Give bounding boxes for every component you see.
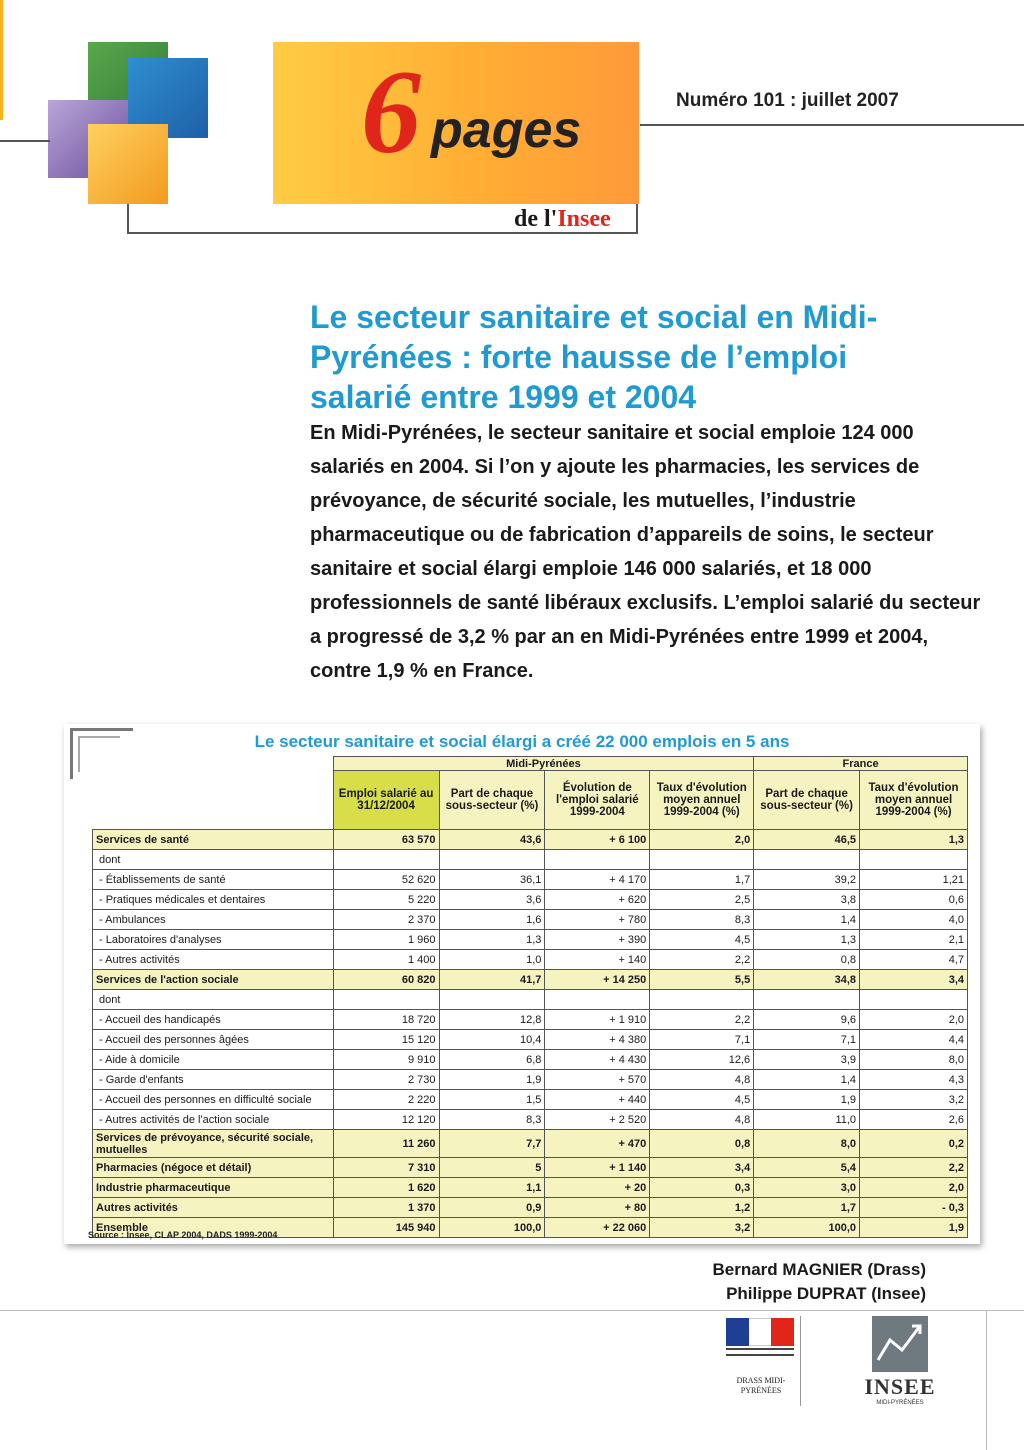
table-cell: + 440: [545, 1090, 650, 1110]
table-cell: [650, 850, 754, 870]
table-row: [93, 970, 968, 990]
table-cell: 2,0: [650, 830, 754, 850]
table-cell: 0,8: [650, 1130, 754, 1158]
table-cell: + 570: [545, 1070, 650, 1090]
table-cell: 63 570: [333, 830, 439, 850]
table-cell: 145 940: [333, 1218, 439, 1238]
table-cell: - 0,3: [860, 1198, 968, 1218]
author-name: Philippe DUPRAT (Insee): [726, 1284, 926, 1303]
table-cell: 11 260: [333, 1130, 439, 1158]
table-cell: 3,4: [860, 970, 968, 990]
table-cell: 1,21: [860, 870, 968, 890]
table-cell: 1 400: [333, 950, 439, 970]
table-cell: 3,9: [754, 1050, 860, 1070]
footer-rule: [0, 1310, 1024, 1311]
table-cell: [860, 850, 968, 870]
employment-table: [92, 756, 968, 1238]
table-cell: 2,2: [650, 1010, 754, 1030]
table-cell: 6,8: [439, 1050, 545, 1070]
table-cell: 5,4: [754, 1158, 860, 1178]
table-cell: 1,7: [650, 870, 754, 890]
table-cell: 0,9: [439, 1198, 545, 1218]
column-header: Taux d'évolution moyen annuel 1999-2004 (%): [650, 771, 754, 830]
table-cell: 8,3: [439, 1110, 545, 1130]
table-cell: [333, 990, 439, 1010]
table-cell: + 14 250: [545, 970, 650, 990]
table-cell: 12,6: [650, 1050, 754, 1070]
table-cell: 7 310: [333, 1158, 439, 1178]
table-row: [93, 1110, 968, 1130]
row-label: Autres activités: [93, 1198, 334, 1218]
table-source: Source : Insee, CLAP 2004, DADS 1999-2004: [88, 1230, 278, 1240]
six-pages-logo: [273, 42, 639, 204]
row-label: - Autres activités: [93, 950, 334, 970]
table-cell: 0,3: [650, 1178, 754, 1198]
table-cell: [439, 850, 545, 870]
table-row: [93, 870, 968, 890]
table-cell: 3,8: [754, 890, 860, 910]
column-header: Taux d'évolution moyen annuel 1999-2004 (%): [860, 771, 968, 830]
logo-six: 6: [361, 45, 421, 178]
row-label: - Accueil des personnes en difficulté sociale: [93, 1090, 334, 1110]
table-cell: 2,0: [860, 1178, 968, 1198]
row-label: - Accueil des personnes âgées: [93, 1030, 334, 1050]
table-cell: 2,2: [650, 950, 754, 970]
table-row: [93, 1130, 968, 1158]
table-cell: [754, 850, 860, 870]
table-body: [93, 830, 968, 1238]
table-cell: 1 370: [333, 1198, 439, 1218]
group-header-france: France: [754, 757, 968, 771]
table-cell: 7,1: [754, 1030, 860, 1050]
table-row: [93, 830, 968, 850]
table-cell: [650, 990, 754, 1010]
table-cell: [439, 990, 545, 1010]
table-cell: 18 720: [333, 1010, 439, 1030]
table-cell: 52 620: [333, 870, 439, 890]
table-row: [93, 1050, 968, 1070]
table-row: [93, 1198, 968, 1218]
table-cell: 2 220: [333, 1090, 439, 1110]
table-cell: 3,4: [650, 1158, 754, 1178]
table-cell: 12,8: [439, 1010, 545, 1030]
french-flag-icon: [726, 1318, 794, 1346]
author-name: Bernard MAGNIER (Drass): [712, 1260, 926, 1279]
table-cell: [754, 990, 860, 1010]
table-cell: 0,8: [754, 950, 860, 970]
table-row: [93, 1158, 968, 1178]
table-cell: [860, 990, 968, 1010]
row-label: - Ambulances: [93, 910, 334, 930]
table-cell: 2,0: [860, 1010, 968, 1030]
row-label: dont: [93, 990, 334, 1010]
row-label: Services de santé: [93, 830, 334, 850]
row-label: Pharmacies (négoce et détail): [93, 1158, 334, 1178]
table-cell: + 2 520: [545, 1110, 650, 1130]
row-label: dont: [93, 850, 334, 870]
table-row: [93, 1030, 968, 1050]
table-cell: 4,5: [650, 1090, 754, 1110]
row-label: Services de prévoyance, sécurité sociale, mutuelles: [93, 1130, 334, 1158]
table-cell: 5 220: [333, 890, 439, 910]
table-cell: 11,0: [754, 1110, 860, 1130]
table-cell: + 20: [545, 1178, 650, 1198]
table-row: [93, 890, 968, 910]
table-cell: 2,1: [860, 930, 968, 950]
table-cell: 8,3: [650, 910, 754, 930]
table-cell: + 4 170: [545, 870, 650, 890]
table-row: [93, 910, 968, 930]
table-cell: 4,8: [650, 1070, 754, 1090]
table-cell: 4,7: [860, 950, 968, 970]
table-cell: 36,1: [439, 870, 545, 890]
table-cell: 100,0: [439, 1218, 545, 1238]
table-cell: 8,0: [754, 1130, 860, 1158]
table-cell: 1,4: [754, 910, 860, 930]
table-cell: + 620: [545, 890, 650, 910]
table-cell: 7,7: [439, 1130, 545, 1158]
row-label: - Laboratoires d'analyses: [93, 930, 334, 950]
table-cell: 2,5: [650, 890, 754, 910]
table-cell: 60 820: [333, 970, 439, 990]
article-title: Le secteur sanitaire et social en Midi-Pyrénées : forte hausse de l’emploi salarié entre 1999 et 2004: [310, 299, 878, 415]
table-cell: 9,6: [754, 1010, 860, 1030]
row-label: - Pratiques médicales et dentaires: [93, 890, 334, 910]
table-row: [93, 1010, 968, 1030]
article-lead: En Midi-Pyrénées, le secteur sanitaire et social emploie 124 000 salariés en 2004. Si l’on y ajoute les pharmacies, les services de prévoyance, de sécurité sociale, les mutuelles, l’industrie pharmaceutique ou de fabrication d’appareils de soins, le secteur sanitaire et social élargi emploie 146 000 salariés, et 18 000 professionnels de santé libéraux exclusifs. L’emploi salarié du secteur a progressé de 3,2 % par an en Midi-Pyrénées entre 1999 et 2004, contre 1,9 % en France.: [310, 422, 981, 682]
row-label: Industrie pharmaceutique: [93, 1178, 334, 1198]
table-cell: 2 370: [333, 910, 439, 930]
row-label: - Accueil des handicapés: [93, 1010, 334, 1030]
row-label: - Établissements de santé: [93, 870, 334, 890]
table-cell: + 22 060: [545, 1218, 650, 1238]
table-row: [93, 1178, 968, 1198]
table-cell: 15 120: [333, 1030, 439, 1050]
logo-divider: [800, 1316, 801, 1406]
drass-label: DRASS MIDI-PYRÉNÉES: [736, 1376, 786, 1395]
table-cell: 1,3: [754, 930, 860, 950]
logo-square-orange: [88, 124, 168, 204]
table-cell: 0,2: [860, 1130, 968, 1158]
table-row: [93, 1070, 968, 1090]
table-cell: 1,6: [439, 910, 545, 930]
insee-label: INSEE: [864, 1374, 936, 1399]
page-edge-accent: [0, 0, 3, 120]
table-cell: 3,2: [650, 1218, 754, 1238]
table-cell: + 4 430: [545, 1050, 650, 1070]
table-cell: 1 960: [333, 930, 439, 950]
row-label: - Aide à domicile: [93, 1050, 334, 1070]
logo-insee: Insee: [557, 206, 611, 232]
insee-sub-label: MIDI-PYRÉNÉES: [876, 1400, 924, 1406]
logo-pages: pages: [431, 101, 582, 159]
table-cell: 4,8: [650, 1110, 754, 1130]
table-cell: 1,9: [754, 1090, 860, 1110]
logo-de: de l': [514, 206, 558, 232]
table-cell: 0,6: [860, 890, 968, 910]
table-row: [93, 950, 968, 970]
table-cell: 7,1: [650, 1030, 754, 1050]
column-header: Part de chaque sous-secteur (%): [754, 771, 860, 830]
table-cell: 8,0: [860, 1050, 968, 1070]
table-cell: 4,4: [860, 1030, 968, 1050]
table-row: [93, 850, 968, 870]
table-cell: 1,9: [439, 1070, 545, 1090]
table-cell: 2,6: [860, 1110, 968, 1130]
table-title: Le secteur sanitaire et social élargi a créé 22 000 emplois en 5 ans: [254, 732, 790, 751]
table-cell: 4,5: [650, 930, 754, 950]
table-cell: 1,0: [439, 950, 545, 970]
table-row: [93, 930, 968, 950]
table-cell: 1 620: [333, 1178, 439, 1198]
issue-number: Numéro 101 : juillet 2007: [676, 90, 899, 111]
table-row: [93, 990, 968, 1010]
insee-chart-icon: [872, 1316, 928, 1372]
table-cell: 3,6: [439, 890, 545, 910]
table-cell: 43,6: [439, 830, 545, 850]
table-cell: + 780: [545, 910, 650, 930]
table-cell: + 4 380: [545, 1030, 650, 1050]
table-cell: 5,5: [650, 970, 754, 990]
table-cell: + 6 100: [545, 830, 650, 850]
table-cell: + 80: [545, 1198, 650, 1218]
column-header: Emploi salarié au 31/12/2004: [333, 771, 439, 830]
table-cell: + 470: [545, 1130, 650, 1158]
table-cell: 39,2: [754, 870, 860, 890]
table-cell: 34,8: [754, 970, 860, 990]
table-cell: 4,0: [860, 910, 968, 930]
table-cell: 1,1: [439, 1178, 545, 1198]
table-cell: 10,4: [439, 1030, 545, 1050]
footer-rule-vertical: [986, 1310, 987, 1450]
column-header: Part de chaque sous-secteur (%): [439, 771, 545, 830]
table-cell: [333, 850, 439, 870]
group-header-midi: Midi-Pyrénées: [333, 757, 754, 771]
table-cell: 1,3: [439, 930, 545, 950]
insee-logo-mark: [872, 1316, 928, 1372]
table-cell: 1,3: [860, 830, 968, 850]
table-cell: 9 910: [333, 1050, 439, 1070]
table-cell: 4,3: [860, 1070, 968, 1090]
table-cell: 1,5: [439, 1090, 545, 1110]
table-cell: 41,7: [439, 970, 545, 990]
table-row: [93, 1090, 968, 1110]
row-label: Ensemble: [93, 1218, 334, 1238]
logo-de-l-insee: [514, 206, 611, 233]
row-label: - Autres activités de l'action sociale: [93, 1110, 334, 1130]
table-cell: 5: [439, 1158, 545, 1178]
header-rule-left: [0, 140, 50, 142]
table-cell: + 1 140: [545, 1158, 650, 1178]
header-rule-right: [640, 124, 1024, 126]
row-label: Services de l'action sociale: [93, 970, 334, 990]
table-cell: 1,9: [860, 1218, 968, 1238]
table-cell: + 390: [545, 930, 650, 950]
table-cell: 2,2: [860, 1158, 968, 1178]
table-cell: 3,0: [754, 1178, 860, 1198]
table-cell: [545, 990, 650, 1010]
table-cell: [545, 850, 650, 870]
table-cell: 12 120: [333, 1110, 439, 1130]
column-header: Évolution de l'emploi salarié 1999-2004: [545, 771, 650, 830]
table-cell: 100,0: [754, 1218, 860, 1238]
table-cell: 1,4: [754, 1070, 860, 1090]
table-cell: 2 730: [333, 1070, 439, 1090]
table-cell: + 1 910: [545, 1010, 650, 1030]
table-cell: 1,7: [754, 1198, 860, 1218]
table-cell: 3,2: [860, 1090, 968, 1110]
row-label: - Garde d'enfants: [93, 1070, 334, 1090]
table-corner: [93, 757, 334, 830]
table-cell: 46,5: [754, 830, 860, 850]
table-cell: + 140: [545, 950, 650, 970]
table-cell: 1,2: [650, 1198, 754, 1218]
